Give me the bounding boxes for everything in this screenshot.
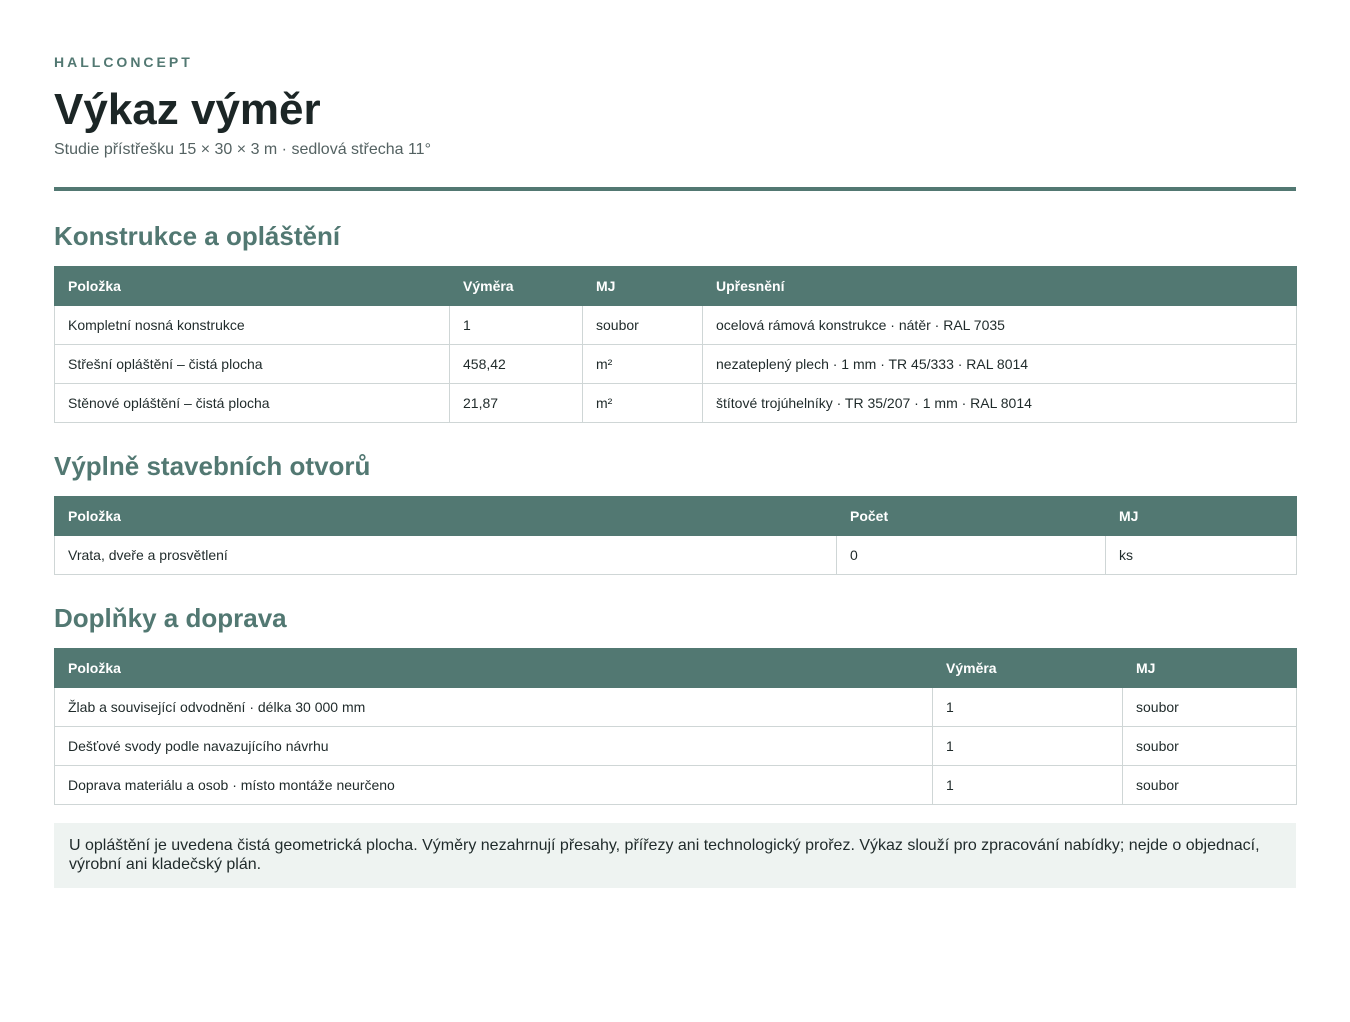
cell-specification: nezateplený plech · 1 mm · TR 45/333 · RAL 8014 [703, 345, 1297, 384]
column-header-quantity: Výměra [450, 267, 583, 306]
cell-item: Doprava materiálu a osob · místo montáže neurčeno [55, 766, 933, 805]
cell-quantity: 1 [933, 688, 1123, 727]
cell-quantity: 21,87 [450, 384, 583, 423]
table-row [55, 766, 1297, 805]
brand-label: HALLCONCEPT [54, 54, 193, 70]
cell-item: Stěnové opláštění – čistá plocha [55, 384, 450, 423]
header-divider [54, 187, 1296, 191]
column-header-quantity: Výměra [933, 649, 1123, 688]
column-header-specification: Upřesnění [703, 267, 1297, 306]
section-title-openings: Výplně stavebních otvorů [54, 451, 371, 481]
cell-item: Vrata, dveře a prosvětlení [55, 536, 837, 575]
column-header-unit: MJ [583, 267, 703, 306]
cell-unit: ks [1106, 536, 1297, 575]
column-header-item: Položka [55, 649, 933, 688]
cell-unit: soubor [1123, 766, 1297, 805]
cell-quantity: 1 [933, 766, 1123, 805]
cell-specification: ocelová rámová konstrukce · nátěr · RAL 7035 [703, 306, 1297, 345]
table-row [55, 727, 1297, 766]
column-header-unit: MJ [1123, 649, 1297, 688]
table-row [55, 384, 1297, 423]
document-page [54, 0, 1296, 888]
table-header-row [55, 497, 1297, 536]
disclaimer-note: U opláštění je uvedena čistá geometrická plocha. Výměry nezahrnují přesahy, přířezy ani technologický prořez. Výkaz slouží pro zpracování nabídky; nejde o objednací, výrobní ani kladečský plán. [54, 823, 1296, 888]
cell-item: Kompletní nosná konstrukce [55, 306, 450, 345]
table-header-row [55, 267, 1297, 306]
table-row [55, 306, 1297, 345]
cell-item: Žlab a související odvodnění · délka 30 000 mm [55, 688, 933, 727]
cell-unit: m² [583, 384, 703, 423]
cell-quantity: 1 [450, 306, 583, 345]
cell-item: Střešní opláštění – čistá plocha [55, 345, 450, 384]
column-header-unit: MJ [1106, 497, 1297, 536]
table-header-row [55, 649, 1297, 688]
cell-unit: soubor [1123, 688, 1297, 727]
construction-table [54, 266, 1297, 423]
cell-count: 0 [837, 536, 1106, 575]
cell-specification: štítové trojúhelníky · TR 35/207 · 1 mm · RAL 8014 [703, 384, 1297, 423]
table-row [55, 536, 1297, 575]
section-title-construction: Konstrukce a opláštění [54, 221, 341, 251]
section-title-accessories: Doplňky a doprava [54, 603, 287, 633]
cell-quantity: 1 [933, 727, 1123, 766]
table-row [55, 688, 1297, 727]
page-subtitle: Studie přístřešku 15 × 30 × 3 m · sedlová střecha 11° [54, 141, 431, 158]
column-header-item: Položka [55, 267, 450, 306]
cell-quantity: 458,42 [450, 345, 583, 384]
openings-table [54, 496, 1297, 575]
cell-unit: m² [583, 345, 703, 384]
cell-unit: soubor [583, 306, 703, 345]
column-header-item: Položka [55, 497, 837, 536]
cell-item: Dešťové svody podle navazujícího návrhu [55, 727, 933, 766]
column-header-count: Počet [837, 497, 1106, 536]
page-title: Výkaz výměr [54, 85, 321, 134]
accessories-table [54, 648, 1297, 805]
table-row [55, 345, 1297, 384]
cell-unit: soubor [1123, 727, 1297, 766]
